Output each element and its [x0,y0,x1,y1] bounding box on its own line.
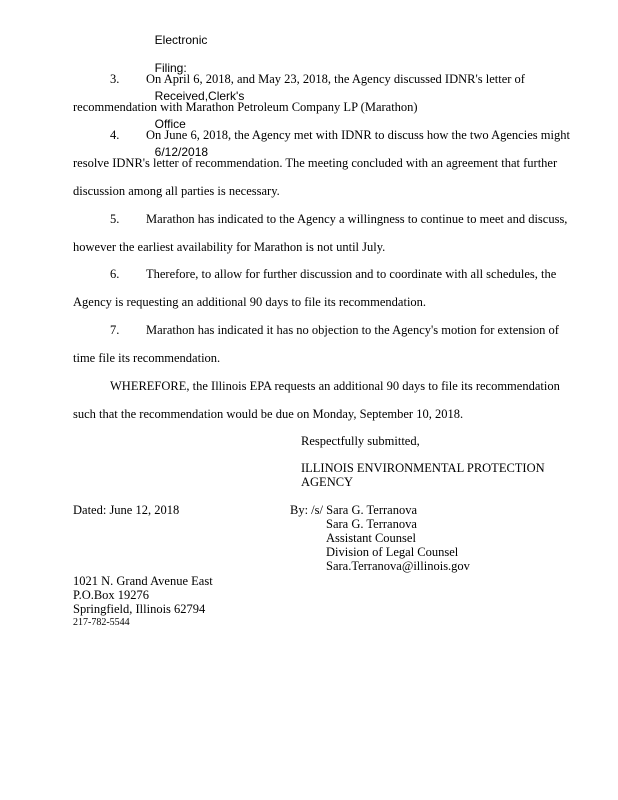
paragraph-number: 5. [110,212,120,226]
agency-name [301,461,561,489]
signature-block [290,503,470,573]
wherefore-text: WHEREFORE, the Illinois EPA requests an additional 90 days to file its recommendation such that the recommendation would be due on Monday, September 10, 2018. [73,379,560,421]
address-street: 1021 N. Grand Avenue East [73,574,213,588]
paragraph-5 [73,205,583,261]
paragraph-number: 7. [110,323,120,337]
received-label: Received,Clerk's [154,89,245,103]
agency-name-line: ILLINOIS ENVIRONMENTAL PROTECTION [301,461,545,475]
paragraph-number: 3. [110,72,120,86]
signature-division: Division of Legal Counsel [326,545,459,559]
address-block [73,574,213,630]
signature-email: Sara.Terranova@illinois.gov [326,559,470,573]
signature-name: Sara G. Terranova [326,517,417,531]
paragraph-number: 6. [110,267,120,281]
paragraph-number: 4. [110,128,120,142]
address-po-box: P.O.Box 19276 [73,588,150,602]
paragraph-6 [73,260,583,316]
paragraph-text: On June 6, 2018, the Agency met with IDNR to discuss how the two Agencies might resolve IDNR's letter of recommendation. The meeting concluded with an agreement that further discussion among all parties is necessary. [73,128,570,198]
paragraph-3 [73,65,583,121]
filing-date: 6/12/2018 [154,145,209,159]
paragraph-4 [73,121,583,205]
paragraph-text: On April 6, 2018, and May 23, 2018, the Agency discussed IDNR's letter of recommendation with Marathon Petroleum Company LP (Marathon) [73,72,525,114]
paragraph-text: Marathon has indicated it has no objection to the Agency's motion for extension of time file its recommendation. [73,323,559,365]
office-label: Office [154,117,186,131]
respectfully-submitted: Respectfully submitted, [301,434,420,448]
dated-line: Dated: June 12, 2018 [73,503,180,517]
paragraph-text: Therefore, to allow for further discussion and to coordinate with all schedules, the Agency is requesting an additional 90 days to file its recommendation. [73,267,557,309]
signature-by: By: /s/ Sara G. Terranova [290,503,417,517]
agency-name-line: AGENCY [301,475,354,489]
signature-title: Assistant Counsel [326,531,416,545]
address-phone: 217-782-5544 [73,617,130,628]
wherefore-paragraph [73,372,583,428]
paragraph-7 [73,316,583,372]
filing-label: Filing: [154,61,187,75]
paragraph-text: Marathon has indicated to the Agency a willingness to continue to meet and discuss, however the earliest availability for Marathon is not until July. [73,212,568,254]
filing-status: Electronic [154,33,208,47]
address-city: Springfield, Illinois 62794 [73,602,206,616]
